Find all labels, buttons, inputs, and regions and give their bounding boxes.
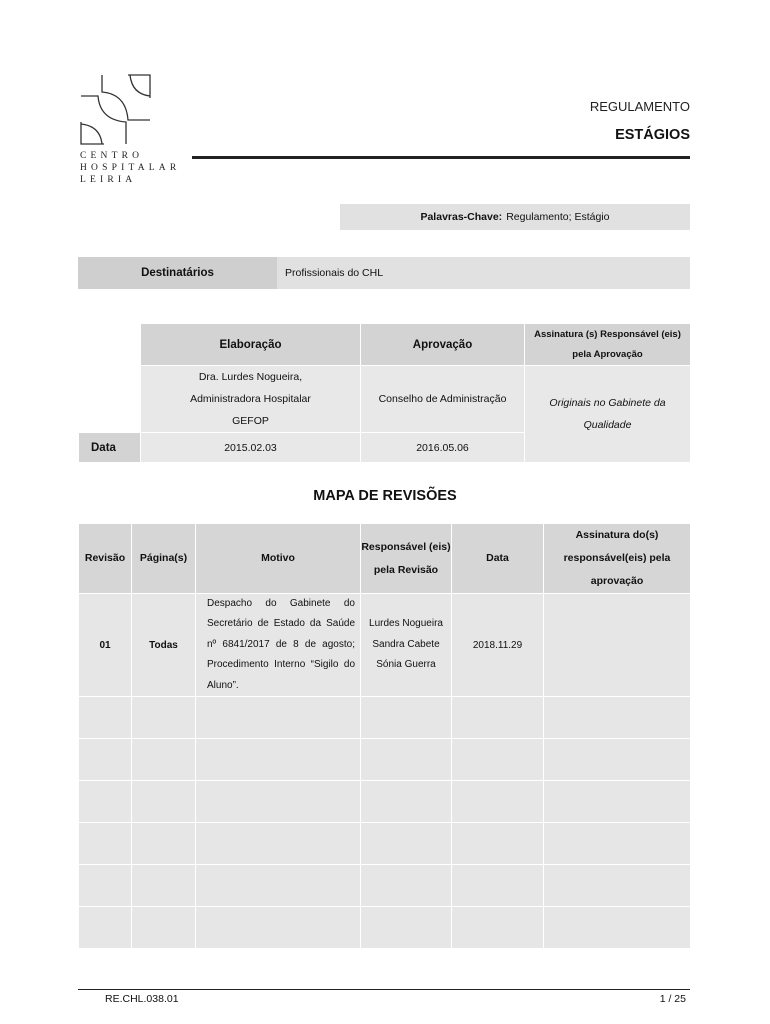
table-row [79,739,691,781]
elaboration-author [141,366,361,433]
col-revision: Revisão [79,524,132,594]
document-title: ESTÁGIOS [615,127,690,143]
responsible-3: Sónia Guerra [376,659,436,671]
approval-date: 2016.05.06 [361,433,525,463]
hospital-logo-text [80,150,180,186]
approval-corner [79,324,141,366]
col-signature: Assinatura do(s) responsável(eis) pela aprovação [544,524,691,594]
approval-blank-cell [79,366,141,433]
signature-note: Originais no Gabinete da Qualidade [525,366,691,463]
revision-responsible [361,594,452,697]
revisions-table [78,523,691,949]
header-divider [192,156,690,159]
logo-line-3: LEIRIA [80,175,137,185]
table-row [79,781,691,823]
approval-table [78,323,691,463]
table-row [79,594,691,697]
keywords-value: Regulamento; Estágio [506,211,610,223]
col-reason: Motivo [196,524,361,594]
footer-divider [78,989,690,990]
footer-document-code: RE.CHL.038.01 [105,993,179,1005]
elaboration-line-3: GEFOP [232,415,269,427]
col-date: Data [452,524,544,594]
revision-date: 2018.11.29 [452,594,544,697]
table-row [79,823,691,865]
header-signature: Assinatura (s) Responsável (eis) pela Aprovação [525,324,691,366]
recipients-value: Profissionais do CHL [285,267,384,279]
footer-page-number: 1 / 25 [659,993,686,1005]
logo-line-2: HOSPITALAR [80,163,181,173]
revision-signature [544,594,691,697]
logo-line-1: CENTRO [80,151,144,161]
responsible-1: Lurdes Nogueira [369,618,443,630]
col-responsible: Responsável (eis) pela Revisão [361,524,452,594]
table-row [79,697,691,739]
elaboration-line-2: Administradora Hospitalar [190,393,311,405]
approval-body: Conselho de Administração [361,366,525,433]
keywords-label: Palavras-Chave: [420,211,503,223]
responsible-2: Sandra Cabete [372,638,440,650]
elaboration-date: 2015.02.03 [141,433,361,463]
header-elaboration: Elaboração [141,324,361,366]
revisions-title: MAPA DE REVISÕES [313,488,457,504]
keywords-box [340,204,690,230]
recipients-label: Destinatários [78,257,277,289]
header-approval: Aprovação [361,324,525,366]
date-label: Data [79,433,141,463]
revision-number: 01 [79,594,132,697]
hospital-logo-icon [78,72,154,146]
table-row [79,907,691,949]
document-type: REGULAMENTO [589,99,690,114]
revision-pages: Todas [132,594,196,697]
elaboration-line-1: Dra. Lurdes Nogueira, [198,371,303,383]
col-pages: Página(s) [132,524,196,594]
table-row [79,865,691,907]
recipients-row [78,257,690,289]
revision-reason: Despacho do Gabinete do Secretário de Estado da Saúde nº 6841/2017 de 8 de agosto; Procedimento Interno “Sigilo do Aluno”. [196,594,361,697]
